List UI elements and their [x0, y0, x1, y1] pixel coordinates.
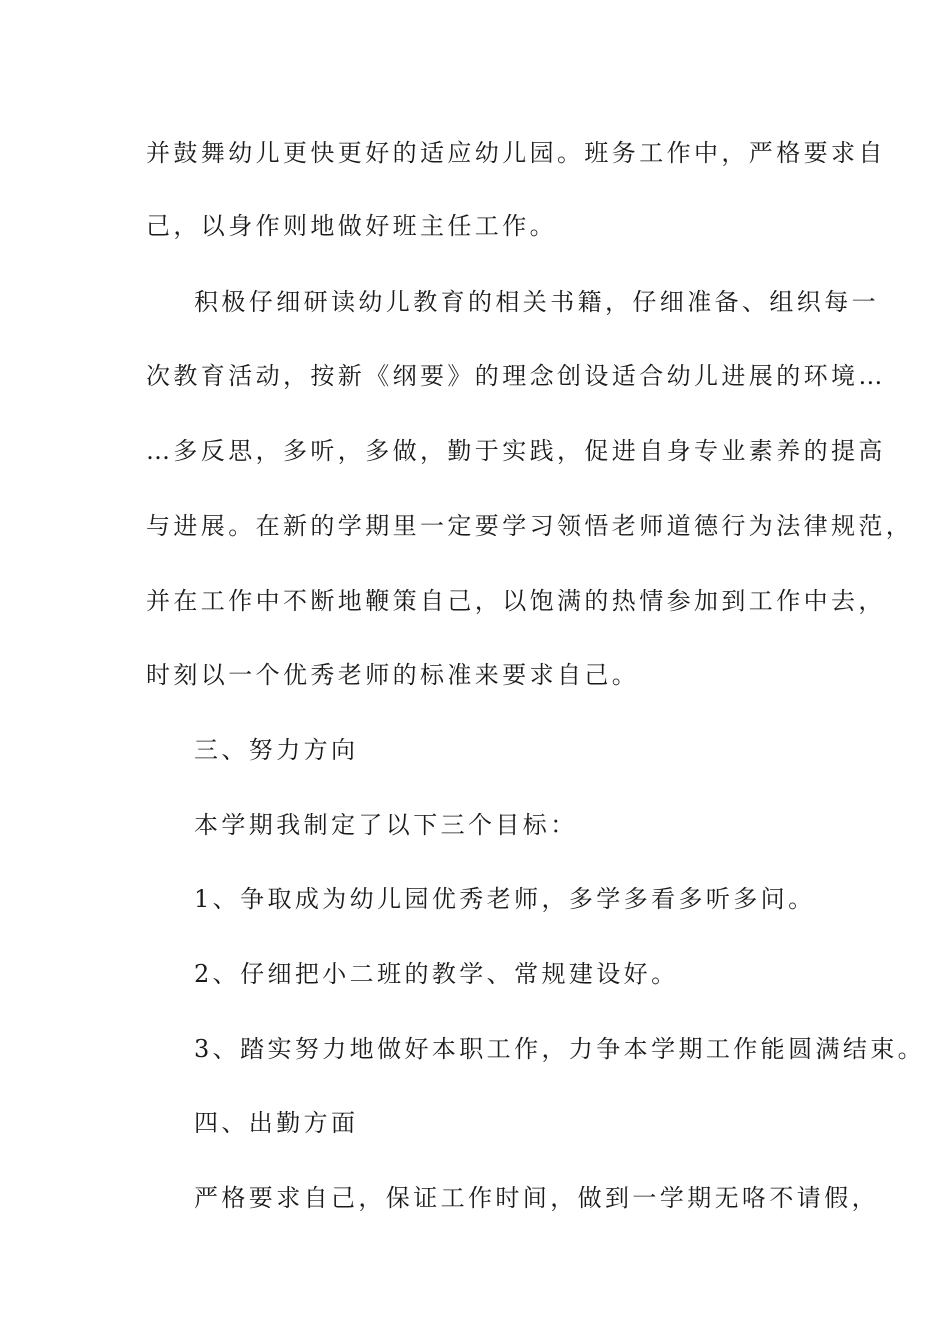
paragraph-line: 并鼓舞幼儿更快更好的适应幼儿园。班务工作中，严格要求自: [146, 139, 886, 167]
paragraph-line: 并在工作中不断地鞭策自己，以饱满的热情参加到工作中去，: [146, 587, 886, 615]
paragraph-line: 积极仔细研读幼儿教育的相关书籍，仔细准备、组织每一: [194, 288, 879, 316]
paragraph-line: 己，以身作则地做好班主任工作。: [146, 212, 557, 240]
section-heading: 四、出勤方面: [194, 1109, 359, 1137]
paragraph-line: 严格要求自己，保证工作时间，做到一学期无咯不请假，: [194, 1184, 879, 1212]
list-item: 2、仔细把小二班的教学、常规建设好。: [194, 960, 679, 988]
paragraph-line: 本学期我制定了以下三个目标：: [194, 811, 578, 839]
paragraph-line: 次教育活动，按新《纲要》的理念创设适合幼儿进展的环境…: [146, 362, 886, 390]
section-heading: 三、努力方向: [194, 736, 359, 764]
paragraph-line: 时刻以一个优秀老师的标准来要求自己。: [146, 661, 640, 689]
list-item: 1、争取成为幼儿园优秀老师，多学多看多听多问。: [194, 885, 816, 913]
paragraph-line: 与进展。在新的学期里一定要学习领悟老师道德行为法律规范，: [146, 512, 914, 540]
paragraph-line: …多反思，多听，多做，勤于实践，促进自身专业素养的提高: [146, 437, 886, 465]
list-item: 3、踏实努力地做好本职工作，力争本学期工作能圆满结束。: [194, 1035, 926, 1063]
